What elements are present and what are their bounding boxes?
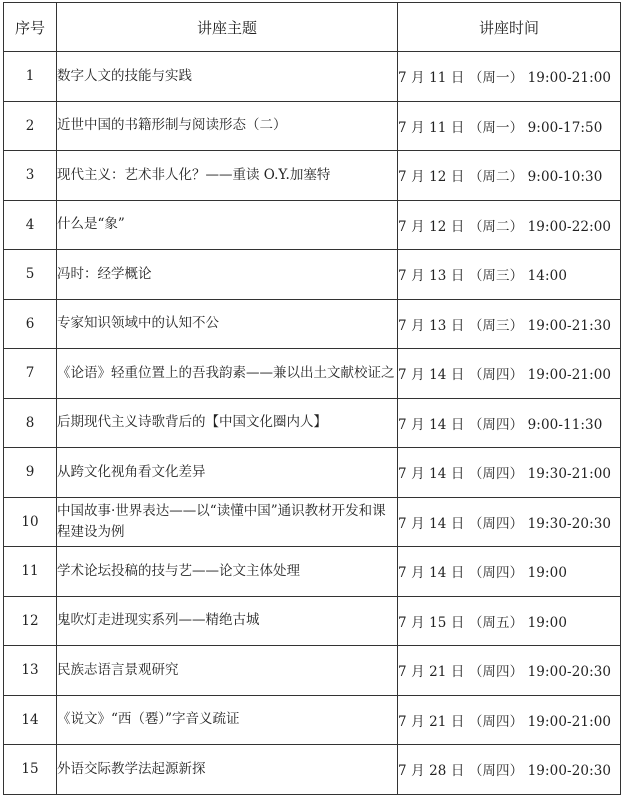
lecture-topic: 什么是“象” [57, 200, 398, 250]
lecture-time: 7 月 14 日 （周四） 19:00 [398, 547, 621, 597]
lecture-time: 7 月 14 日 （周四） 19:00-21:00 [398, 349, 621, 399]
lecture-time: 7 月 11 日 （周一） 9:00-17:50 [398, 101, 621, 151]
lecture-topic: 学术论坛投稿的技与艺——论文主体处理 [57, 547, 398, 597]
lecture-time: 7 月 13 日 （周三） 14:00 [398, 250, 621, 300]
lecture-time: 7 月 14 日 （周四） 19:30-21:00 [398, 448, 621, 498]
lecture-topic: 中国故事·世界表达——以“读懂中国”通识教材开发和课程建设为例 [57, 497, 398, 547]
table-row [4, 398, 621, 448]
row-number: 11 [4, 547, 57, 597]
lecture-topic: 现代主义：艺术非人化？——重读 O.Y.加塞特 [57, 151, 398, 201]
lecture-time: 7 月 14 日 （周四） 9:00-11:30 [398, 398, 621, 448]
row-number: 8 [4, 398, 57, 448]
header-no: 序号 [4, 3, 57, 52]
row-number: 2 [4, 101, 57, 151]
table-body [4, 52, 621, 795]
table-row [4, 299, 621, 349]
lecture-topic: 后期现代主义诗歌背后的【中国文化圈内人】 [57, 398, 398, 448]
table-row [4, 497, 621, 547]
lecture-time: 7 月 14 日 （周四） 19:30-20:30 [398, 497, 621, 547]
lecture-topic: 近世中国的书籍形制与阅读形态（二） [57, 101, 398, 151]
row-number: 7 [4, 349, 57, 399]
table-row [4, 448, 621, 498]
lecture-topic: 冯时：经学概论 [57, 250, 398, 300]
table-row [4, 52, 621, 102]
row-number: 5 [4, 250, 57, 300]
row-number: 15 [4, 745, 57, 795]
table-row [4, 745, 621, 795]
lecture-topic: 《说文》“西（䙴）”字音义疏证 [57, 695, 398, 745]
lecture-schedule-table [3, 2, 621, 795]
row-number: 12 [4, 596, 57, 646]
lecture-time: 7 月 12 日 （周二） 19:00-22:00 [398, 200, 621, 250]
row-number: 14 [4, 695, 57, 745]
table-row [4, 250, 621, 300]
row-number: 4 [4, 200, 57, 250]
row-number: 9 [4, 448, 57, 498]
lecture-topic: 《论语》轻重位置上的吾我韵素——兼以出土文献校证之 [57, 349, 398, 399]
lecture-topic: 专家知识领域中的认知不公 [57, 299, 398, 349]
lecture-topic: 数字人文的技能与实践 [57, 52, 398, 102]
lecture-time: 7 月 28 日 （周四） 19:00-20:30 [398, 745, 621, 795]
table-row [4, 547, 621, 597]
table-row [4, 596, 621, 646]
row-number: 3 [4, 151, 57, 201]
row-number: 6 [4, 299, 57, 349]
table-row [4, 695, 621, 745]
header-time: 讲座时间 [398, 3, 621, 52]
lecture-time: 7 月 11 日 （周一） 19:00-21:00 [398, 52, 621, 102]
lecture-time: 7 月 21 日 （周四） 19:00-21:00 [398, 695, 621, 745]
row-number: 10 [4, 497, 57, 547]
lecture-topic: 从跨文化视角看文化差异 [57, 448, 398, 498]
table-row [4, 349, 621, 399]
lecture-time: 7 月 21 日 （周四） 19:00-20:30 [398, 646, 621, 696]
row-number: 1 [4, 52, 57, 102]
row-number: 13 [4, 646, 57, 696]
header-topic: 讲座主题 [57, 3, 398, 52]
lecture-time: 7 月 13 日 （周三） 19:00-21:30 [398, 299, 621, 349]
lecture-time: 7 月 15 日 （周五） 19:00 [398, 596, 621, 646]
table-row [4, 646, 621, 696]
lecture-time: 7 月 12 日 （周二） 9:00-10:30 [398, 151, 621, 201]
table-row [4, 151, 621, 201]
table-header [4, 3, 621, 52]
lecture-topic: 民族志语言景观研究 [57, 646, 398, 696]
table-row [4, 101, 621, 151]
lecture-topic: 外语交际教学法起源新探 [57, 745, 398, 795]
lecture-topic: 鬼吹灯走进现实系列——精绝古城 [57, 596, 398, 646]
table-row [4, 200, 621, 250]
header-row [4, 3, 621, 52]
